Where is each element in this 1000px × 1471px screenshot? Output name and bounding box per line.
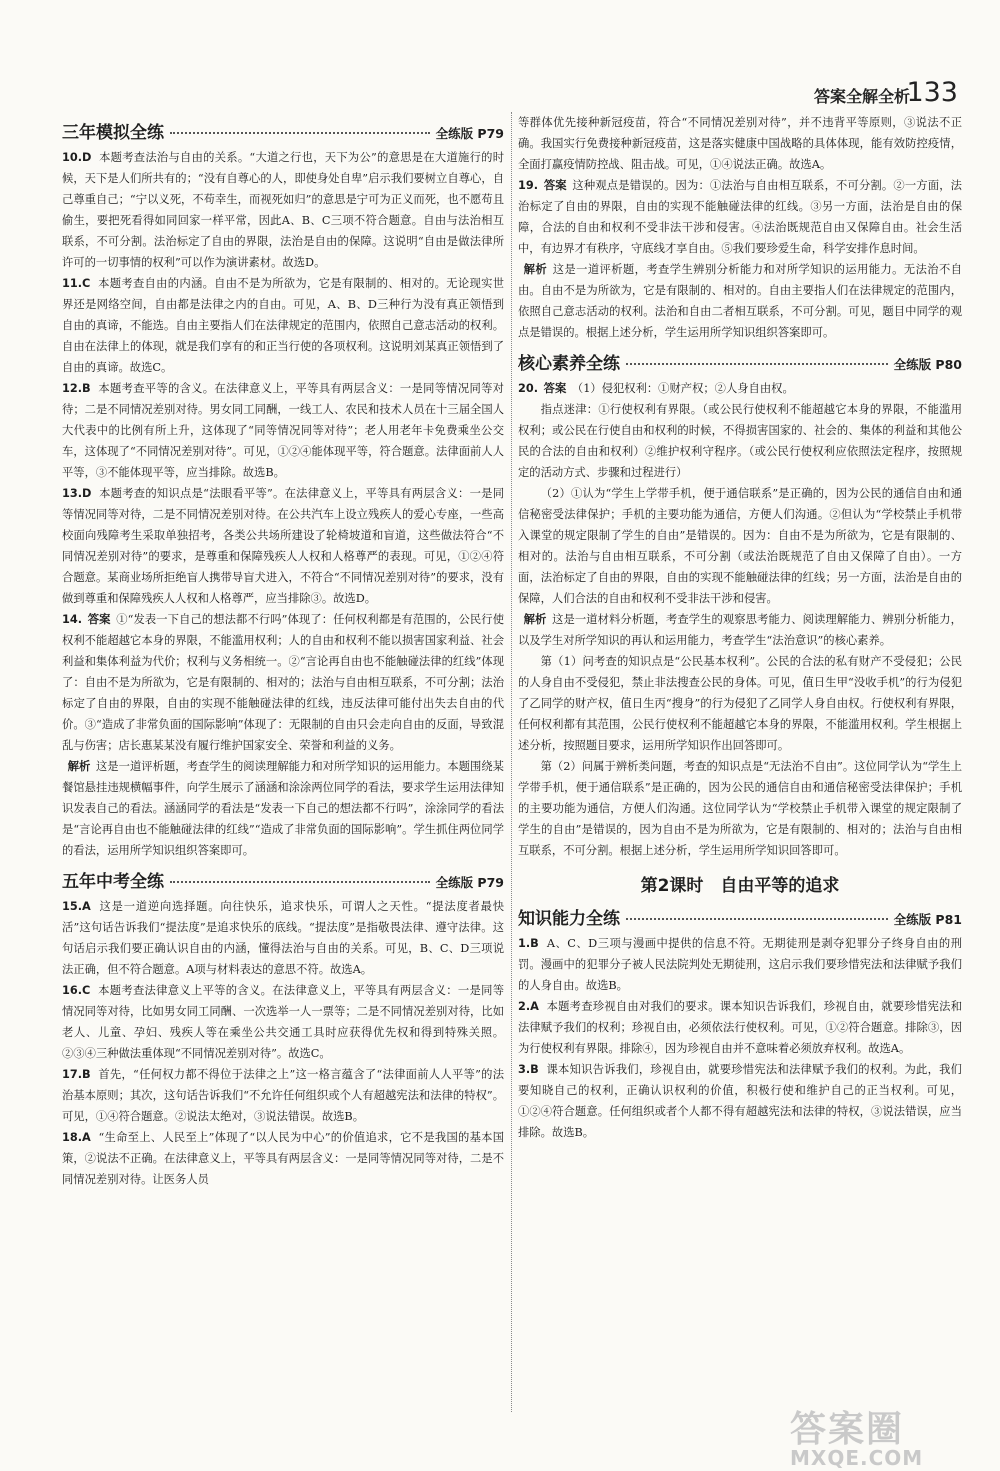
answer-17: 17.B 首先，“任何权力都不得位于法律之上”这一格言蕴含了“法律面前人人平等”的法治基本原则；其次，这句话告诉我们“不允许任何组织或个人有超越宪法和法律的特权”。可见，①④符合题意。②说法太绝对，③说法错误。故选B。	[62, 1068, 505, 1123]
answer-10: 10.D 本题考查法治与自由的关系。“大道之行也，天下为公”的意思是在大道施行的时候，天下是人们所共有的；“没有自尊心的人，即使身处自卑”启示我们要树立自尊心，自己尊重自己；“宁以义死，不苟幸生，而视死如归”的意思是宁可为正义而死，也不愿苟且偷生，要把死看得如同回家一样平常，因此A、B、C三项不符合题意。自由与法治相互联系，不可分割。法治标定了自由的界限，法治是自由的保障。这说明“自由是做法律所许可的一切事情的权利”可以作为演讲素材。故选D。	[62, 151, 504, 269]
watermark-logo: 答案圈 MXQE.COM	[790, 1409, 924, 1470]
answer-13: 13.D 本题考查的知识点是“法眼看平等”。在法律意义上，平等具有两层含义：一是同等情况同等对待，二是不同情况差别对待。在公共汽车上设立残疾人的爱心专座，一些高校面向残障考生采取单独招考，各类公共场所建设了轮椅坡道和盲道，这些做法符合“不同情况差别对待”的要求，是尊重和保障残疾人人权和人格尊严的表现。可见，①②④符合题意。某商业场所拒绝盲人携带导盲犬进入，不符合“不同情况差别对待”的要求，没有做到尊重和保障残疾人人权和人格尊严，应当排除③。故选D。	[62, 487, 504, 605]
answer-2: 2.A 本题考查珍视自由对我们的要求。课本知识告诉我们，珍视自由，就要珍惜宪法和法律赋予我们的权利；珍视自由，必须依法行使权利。可见，①②符合题意。排除③，因为行使权利有界限。排除④，因为珍视自由并不意味着必须放弃权利。故选A。	[518, 1000, 962, 1055]
answer-19: 19. 答案 这种观点是错误的。因为：①法治与自由相互联系，不可分割。②一方面，法治标定了自由的界限，自由的实现不能触碰法律的红线。③另一方面，法治是自由的保障，合法的自由和权利不受非法干涉和侵害。④法治既规范自由又保障自由。社会生活中，有边界才有秩序，守底线才享自由。⑤我们要珍爱生命，科学安排作息时间。 解析 这是一道评析题，考查学生辨别分析能力和对所学知识的运用能力。无法治不自由。自由不是为所欲为，它是有限制的、相对的。自由主要指人们在法律规定的范围内，依照自己意志活动的权利。法治和自由二者相互联系，不可分割。可见，题目中同学的观点是错误的。根据上述分析，学生运用所学知识组织答案即可。	[518, 179, 962, 339]
answer-12: 12.B 本题考查平等的含义。在法律意义上，平等具有两层含义：一是同等情况同等对待；二是不同情况差别对待。男女同工同酬，一线工人、农民和技术人员在十三届全国人大代表中的比例有所上升，这体现了“同等情况同等对待”；老人用老年卡免费乘坐公交车，这体现了“不同情况差别对待”。可见，①②④能体现平等，符合题意。法律面前人人平等，③不能体现平等，应当排除。故选B。	[62, 382, 504, 479]
section-header-five-year: 五年中考全练 全练版 P79	[62, 872, 504, 892]
answer-15: 15.A 这是一道逆向选择题。向往快乐，追求快乐，可谓人之天性。“提法度者最快活”这句话告诉我们“提法度”是追求快乐的底线。“提法度”是指敬畏法律、遵守法律。这句话启示我们要正确认识自由的内涵，懂得法治与自由的关系。可见，B、C、D三项说法正确，但不符合题意。A项与材料表达的意思不符。故选A。	[62, 900, 505, 976]
header-title: 答案全解全析	[813, 87, 910, 106]
section-header-knowledge: 知识能力全练 全练版 P81	[518, 909, 962, 929]
section-header-core-literacy: 核心素养全练 全练版 P80	[518, 354, 962, 374]
section-header-three-year: 三年模拟全练 全练版 P79	[62, 123, 504, 143]
answer-16: 16.C 本题考查法律意义上平等的含义。在法律意义上，平等具有两层含义：一是同等情况同等对待，比如男女同工同酬、一次选举一人一票等；二是不同情况差别对待，比如老人、儿童、孕妇、残疾人等在乘坐公共交通工具时应获得优先权和得到特殊关照。②③④三种做法重体现“不同情况差别对待”。故选C。	[62, 984, 504, 1060]
answer-18-continued: 等群体优先接种新冠疫苗，符合“不同情况差别对待”，并不违背平等原则，③说法不正确。我国实行免费接种新冠疫苗，这是落实健康中国战略的具体体现，能有效防控疫情，全面打赢疫情防控战、阻击战。可见，①④说法正确。故选A。	[518, 116, 962, 171]
left-column	[62, 112, 504, 1190]
answer-3: 3.B 课本知识告诉我们，珍视自由，就要珍惜宪法和法律赋予我们的权利。为此，我们要知晓自己的权利，正确认识权利的价值，积极行使和维护自己的正当权利。可见，①②④符合题意。任何组织或者个人都不得有超越宪法和法律的特权，③说法错误，应当排除。故选B。	[518, 1063, 962, 1139]
lesson-title: 第2课时 自由平等的追求	[640, 876, 840, 896]
answer-18: 18.A “生命至上、人民至上”体现了“以人民为中心”的价值追求，它不是我国的基本国策，②说法不正确。在法律意义上，平等具有两层含义：一是同等情况同等对待，二是不同情况差别对待。让医务人员	[62, 1131, 504, 1186]
page-number: 133	[906, 77, 958, 108]
answer-11: 11.C 本题考查自由的内涵。自由不是为所欲为，它是有限制的、相对的。无论现实世界还是网络空间，自由都是法律之内的自由。可见，A、B、D三种行为没有真正领悟到自由的真谛，不能选。自由主要指人们在法律规定的范围内，依照自己意志活动的权利。自由在法律上的体现，就是我们享有的和正当行使的各项权利。这说明刘某真正领悟到了自由的真谛。故选C。	[62, 277, 504, 374]
answer-20: 20. 答案 （1）侵犯权利：①财产权；②人身自由权。 指点迷津：①行使权利有界限。（或公民行使权利不能超越它本身的界限，不能滥用权利；或公民在行使自由和权利的时候，不得损害国家的、社会的、集体的利益和其他公民的合法的自由和权利）②维护权利守程序。（或公民行使权利应依照法定程序，按照规定的活动方式、步骤和过程进行） （2）①认为“学生上学带手机，便于通信联系”是正确的，因为公民的通信自由和通信秘密受法律保护；手机的主要功能为通信，方便人们沟通。②但认为“学校禁止手机带入课堂的规定限制了学生的自由”是错误的。因为：自由不是为所欲为，它是有限制的、相对的。法治与自由相互联系，不可分割（或法治既规范了自由又保障了自由）。一方面，法治标定了自由的界限，自由的实现不能触碰法律的红线；另一方面，法治是自由的保障，人们合法的自由和权利不受非法干涉和侵害。 解析 这是一道材料分析题，考查学生的观察思考能力、阅读理解能力、辨别分析能力，以及学生对所学知识的再认和运用能力，考查学生“法治意识”的核心素养。 第（1）问考查的知识点是“公民基本权利”。公民的合法的私有财产不受侵犯；公民的人身自由不受侵犯，禁止非法搜查公民的身体。可见，值日生甲“没收手机”的行为侵犯了乙同学的财产权，值日生丙“搜身”的行为侵犯了乙同学人身自由权。行使权利有界限，任何权利都有其范围，公民行使权利不能超越它本身的界限，不能滥用权利。学生根据上述分析，按照题目要求，运用所学知识作出回答即可。 第（2）问属于辨析类问题，考查的知识点是“无法治不自由”。这位同学认为“学生上学带手机，便于通信联系”是正确的，因为公民的通信自由和通信秘密受法律保护；手机的主要功能为通信，方便人们沟通。这位同学认为“学校禁止手机带入课堂的规定限制了学生的自由”是错误的，因为自由不是为所欲为，它是有限制的、相对的；法治与自由相互联系，不可分割。根据上述分析，学生运用所学知识回答即可。	[518, 382, 962, 857]
column-divider	[511, 112, 512, 1412]
answer-14: 14. 答案 ①“发表一下自己的想法都不行吗”体现了：任何权利都是有范围的，公民行使权利不能超越它本身的界限，不能滥用权利；人的自由和权利不能以损害国家利益、社会利益和集体利益为代价；权利与义务相统一。②“言论再自由也不能触碰法律的红线”体现了：自由不是为所欲为，它是有限制的、相对的；法治与自由相互联系，不可分割；法治标定了自由的界限，自由的实现不能触碰法律的红线，违反法律可能付出失去自由的代价。③“造成了非常负面的国际影响”体现了：无限制的自由只会走向自由的反面，导致混乱与伤害；店长惠某某没有履行维护国家安全、荣誉和利益的义务。 解析 这是一道评析题，考查学生的阅读理解能力和对所学知识的运用能力。本题围绕某餐馆悬挂违规横幅事件，向学生展示了涵涵和涂涂两位同学的看法，要求学生运用法律知识发表自己的看法。涵涵同学的看法是“发表一下自己的想法都不行吗”，涂涂同学的看法是“言论再自由也不能触碰法律的红线”“造成了非常负面的国际影响”。学生抓住两位同学的看法，运用所学知识组织答案即可。	[62, 613, 504, 857]
right-column	[518, 112, 962, 1143]
answer-1: 1.B A、C、D三项与漫画中提供的信息不符。无期徒刑是剥夺犯罪分子终身自由的刑罚。漫画中的犯罪分子被人民法院判处无期徒刑，这启示我们要珍惜宪法和法律赋予我们的人身自由。故选B。	[518, 937, 962, 992]
